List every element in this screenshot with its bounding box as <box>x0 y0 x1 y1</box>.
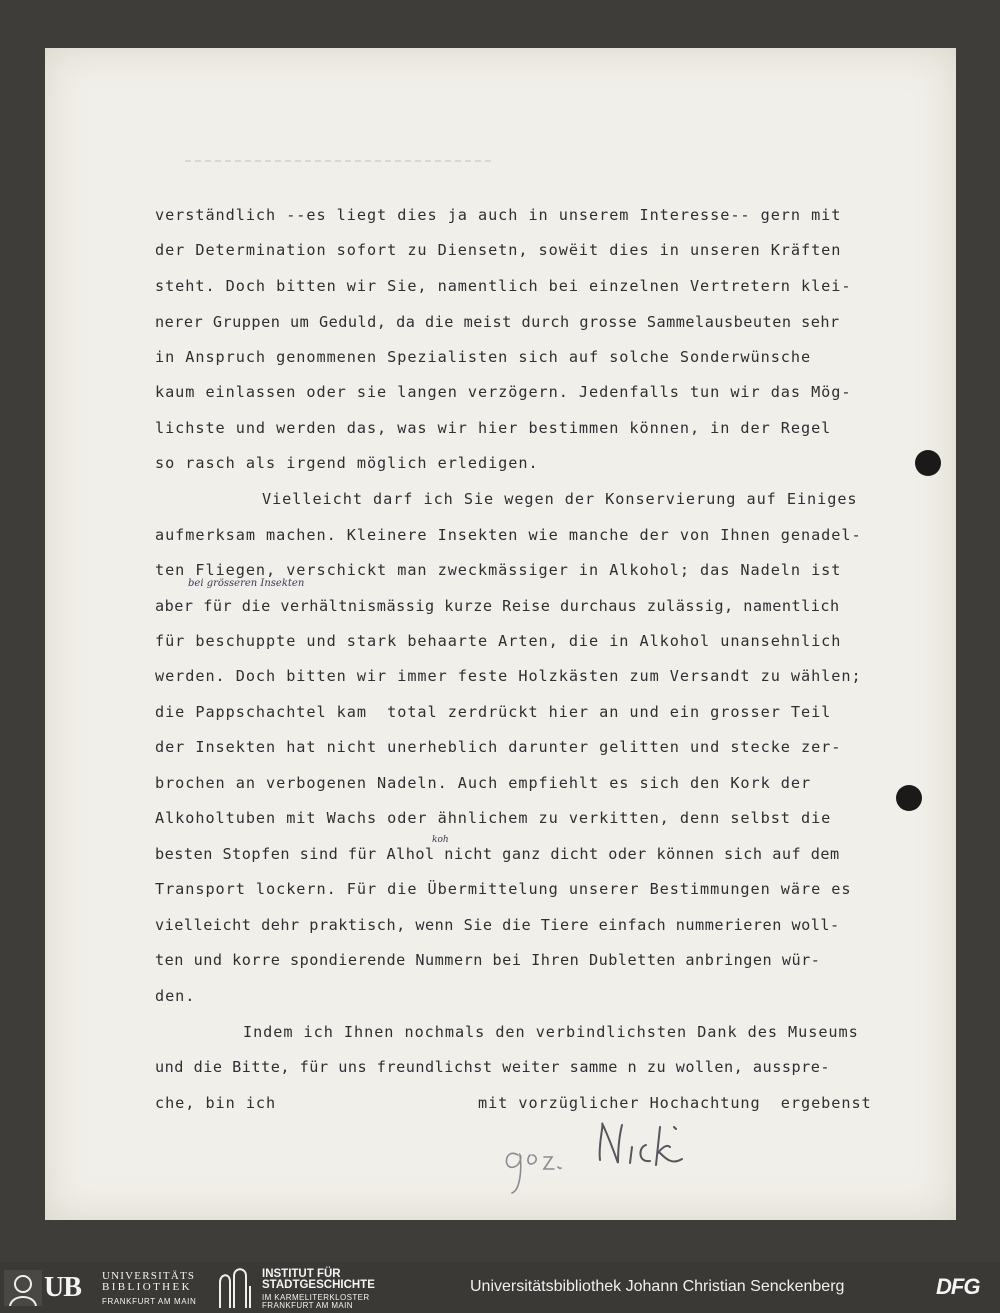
ifs-subtitle-line2: FRANKFURT AM MAIN <box>262 1301 353 1310</box>
goethe-portrait-icon <box>4 1270 42 1306</box>
faint-letterhead-trace <box>185 160 495 162</box>
text-line-4: nerer Gruppen um Geduld, da die meist durch grosse Sammelausbeuten sehr <box>155 313 840 331</box>
dfg-logo[interactable]: DFG <box>936 1274 980 1299</box>
text-line-9: Vielleicht darf ich Sie wegen der Konservierung auf Einiges <box>262 490 858 508</box>
text-line-20: Transport lockern. Für die Übermittelung unserer Bestimmungen wäre es <box>155 880 852 898</box>
closing-line: mit vorzüglicher Hochachtung ergebenst <box>478 1094 872 1112</box>
text-line-16: der Insekten hat nicht unerheblich darunter gelitten und stecke zer- <box>155 738 842 756</box>
ifs-subtitle <box>262 1294 370 1310</box>
ifs-subtitle-line1: IM KARMELITERKLOSTER <box>262 1293 370 1302</box>
text-line-5: in Anspruch genommenen Spezialisten sich auf solche Sonderwünsche <box>155 348 812 366</box>
ub-name-line2: BIBLIOTHEK <box>102 1281 192 1293</box>
ifs-title-line2: STADTGESCHICHTE <box>262 1279 375 1291</box>
text-line-22: ten und korre spondierende Nummern bei Ihren Dubletten anbringen wür- <box>155 951 821 969</box>
footer-bar <box>0 1262 1000 1313</box>
handwritten-koh: koh <box>432 835 449 845</box>
ub-name <box>102 1271 195 1293</box>
punch-hole-top <box>915 450 941 476</box>
text-line-7: lichste und werden das, was wir hier bestimmen können, in der Regel <box>155 419 832 437</box>
text-line-18: Alkoholtuben mit Wachs oder ähnlichem zu verkitten, denn selbst die <box>155 809 832 827</box>
ub-name-line1: UNIVERSITÄTS <box>102 1270 196 1282</box>
ifs-title-line1: INSTITUT FÜR <box>262 1268 341 1280</box>
text-line-17: brochen an verbogenen Nadeln. Auch empfiehlt es sich den Kork der <box>155 774 812 792</box>
text-line-19: besten Stopfen sind für Alhol nicht ganz dicht oder können sich auf dem <box>155 845 840 863</box>
text-line-6: kaum einlassen oder sie langen verzögern. Jedenfalls tun wir das Mög- <box>155 383 852 401</box>
handwritten-insert: bei grösseren Insekten <box>188 578 305 589</box>
text-line-15: die Pappschachtel kam total zerdrückt hier an und ein grosser Teil <box>155 703 832 721</box>
ifs-title <box>262 1269 375 1291</box>
text-line-13: für beschuppte und stark behaarte Arten, die in Alkohol unansehnlich <box>155 632 842 650</box>
text-line-2: der Determination sofort zu Diensetn, sowëit dies in unseren Kräften <box>155 241 842 259</box>
text-line-12: aber für die verhältnismässig kurze Reise durchaus zulässig, namentlich <box>155 597 840 615</box>
text-line-11: ten Fliegen, verschickt man zweckmässiger in Alkohol; das Nadeln ist <box>155 561 842 579</box>
ub-letters: UB <box>44 1272 81 1303</box>
text-line-23: den. <box>155 987 196 1005</box>
text-line-25: und die Bitte, für uns freundlichst weiter samme n zu wollen, ausspre- <box>155 1058 831 1076</box>
footer-library-name[interactable]: Universitätsbibliothek Johann Christian Senckenberg <box>470 1278 845 1295</box>
text-line-26: che, bin ich <box>155 1094 277 1112</box>
text-line-24: Indem ich Ihnen nochmals den verbindlichsten Dank des Museums <box>243 1023 859 1041</box>
arch-icon <box>216 1268 254 1308</box>
text-line-1: verständlich --es liegt dies ja auch in unserem Interesse-- gern mit <box>155 206 842 224</box>
text-line-21: vielleicht dehr praktisch, wenn Sie die Tiere einfach nummerieren woll- <box>155 916 840 934</box>
punch-hole-bottom <box>896 785 922 811</box>
ub-logo-block[interactable] <box>4 1268 204 1308</box>
ub-city: FRANKFURT AM MAIN <box>102 1297 197 1306</box>
text-line-10: aufmerksam machen. Kleinere Insekten wie manche der von Ihnen genadel- <box>155 526 862 544</box>
ifs-logo-block[interactable] <box>216 1266 416 1310</box>
text-line-3: steht. Doch bitten wir Sie, namentlich bei einzelnen Vertretern klei- <box>155 277 852 295</box>
text-line-14: werden. Doch bitten wir immer feste Holzkästen zum Versandt zu wählen; <box>155 667 862 685</box>
handwritten-signature <box>500 1115 720 1205</box>
text-line-8: so rasch als irgend möglich erledigen. <box>155 454 539 472</box>
